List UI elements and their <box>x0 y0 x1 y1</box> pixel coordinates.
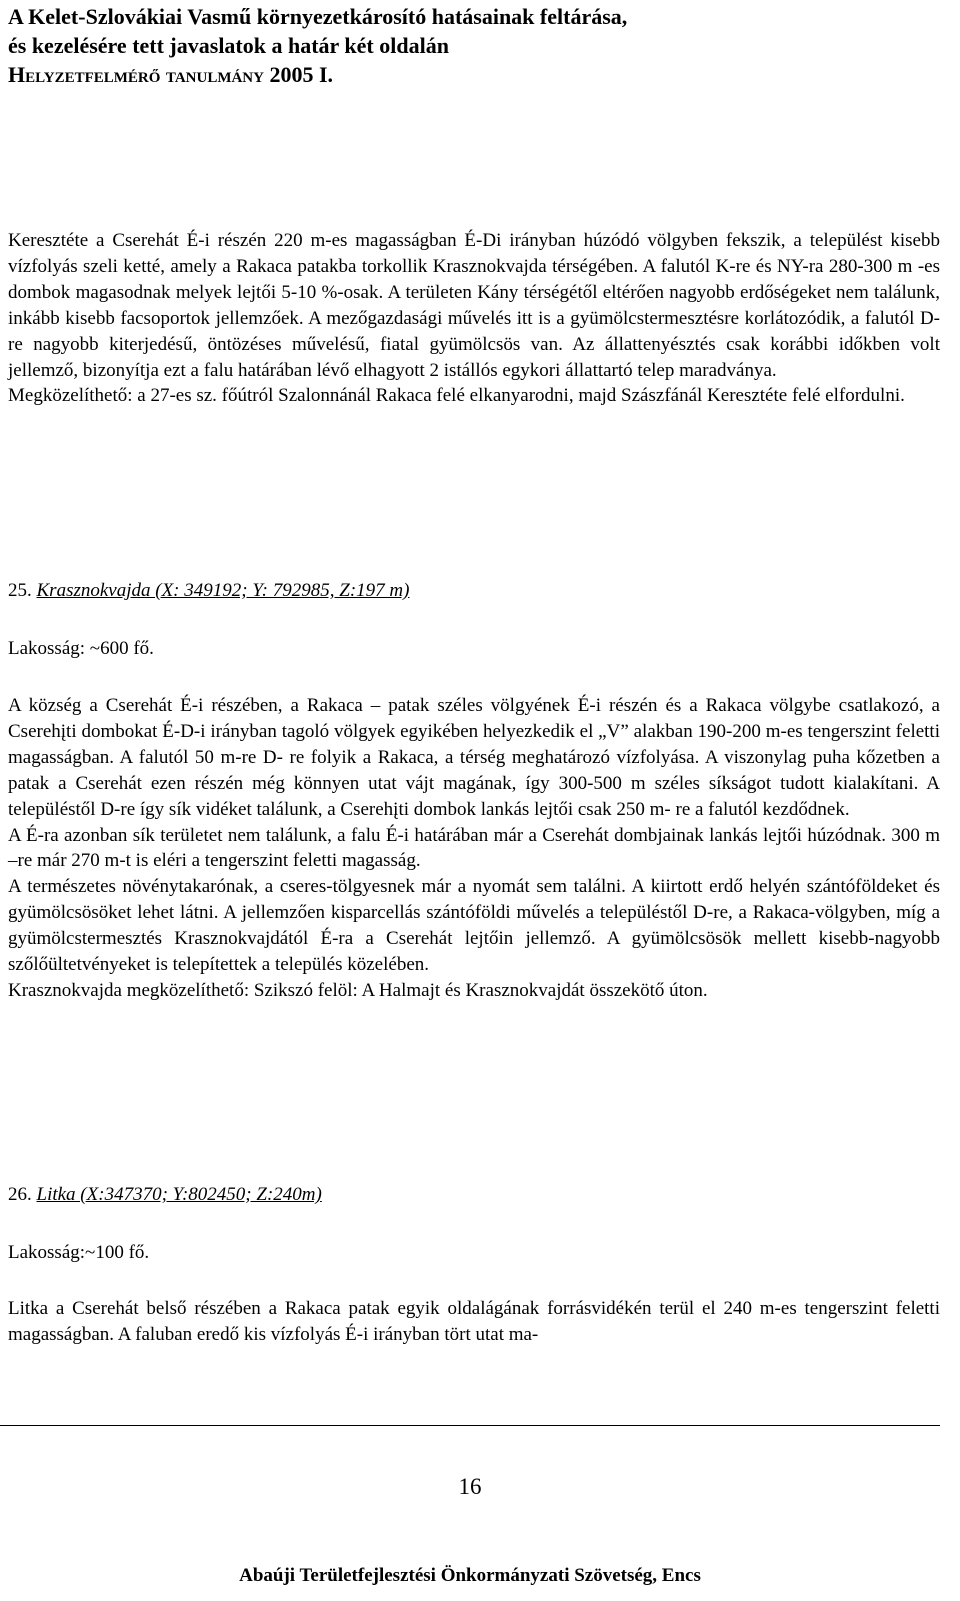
section-25-heading <box>8 578 409 603</box>
header-title-line-2: és kezelésére tett javaslatok a határ két oldalán <box>8 33 449 58</box>
intro-access: Megközelíthető: a 27-es sz. főútról Szalonnánál Rakaca felé elkanyarodni, majd Szászfánál Keresztéte felé elfordulni. <box>8 385 905 407</box>
section-26-number: 26. <box>8 1184 32 1205</box>
section-26-body <box>8 1296 940 1348</box>
section-25-paragraph-1: A község a Cserehát É-i részében, a Rakaca – patak széles völgyének É-i részén és a Rakaca völgybe csatlakozó, a Cserehįti dombokat É-D-i irányban tagoló völgyek egyikében helyezkedik el „V” alakban 190-200 m-es tengerszint feletti magasságban. A falutól 50 m-re D- re folyik a Rakaca, a térség meghatározó vízfolyása. A viszonylag puha kőzetben a patak a Cserehát ezen részén még könnyen utat vájt magának, így 300-500 m széles síkságot tudott kialakítani. A településtől D-re így sík vidéket találunk, a Cserehįti dombok lankás lejtői csak 250 m- re a falutól kezdődnek. <box>8 695 940 820</box>
section-25-paragraph-2: A É-ra azonban sík területet nem találunk, a falu É-i határában már a Cserehát dombjainak lankás lejtői húzódnak. 300 m –re már 270 m-t is eléri a tengerszint feletti magasság. <box>8 824 940 872</box>
intro-paragraph: Keresztéte a Cserehát É-i részén 220 m-es magasságban É-Di irányban húzódó völgyben fekszik, a települést kisebb vízfolyás szeli ketté, amely a Rakaca patakba torkollik Krasznokvajda térségében. A falutól K-re és NY-ra 280-300 m -es dombok magasodnak melyek lejtői 5-10 %-osak. A területen Kány térségétől eltérően nagyobb erdőségeket nem találunk, inkább kisebb facsoportok jellemzőek. A mezőgazdasági művelés itt is a gyümölcstermesztésre korlátozódik, a falutól D-re nagyobb kiterjedésű, öntözéses művelésű, fiatal gyümölcsös van. Az állattenyésztés csak korábbi időkben volt jellemző, bizonyítja ezt a falu határában lévő elhagyott 2 istállós egykori állattartó telep maradványa. <box>8 230 940 381</box>
section-25-body <box>8 693 940 1004</box>
intro-section <box>8 228 940 409</box>
section-26-paragraph-1: Litka a Cserehát belső részében a Rakaca patak egyik oldalágának forrásvidékén terül el 240 m-es tengerszint feletti magasságban. A faluban eredő kis vízfolyás É-i irányban tört utat ma- <box>8 1298 940 1345</box>
page-number: 16 <box>458 1474 482 1499</box>
section-26-title: Litka (X:347370; Y:802450; Z:240m) <box>36 1184 322 1205</box>
section-25-population: Lakosság: ~600 fő. <box>8 638 154 659</box>
section-25-title: Krasznokvajda (X: 349192; Y: 792985, Z:197 m) <box>36 580 410 601</box>
section-26-population: Lakosság:~100 fő. <box>8 1242 150 1263</box>
footer-divider <box>0 1425 940 1426</box>
document-header <box>8 2 948 89</box>
section-26-heading <box>8 1182 322 1207</box>
section-25-paragraph-4: Krasznokvajda megközelíthető: Szikszó felöl: A Halmajt és Krasznokvajdát összekötő úton. <box>8 979 708 1001</box>
footer-organization: Abaúji Területfejlesztési Önkormányzati Szövetség, Encs <box>239 1565 701 1586</box>
header-subtitle: Helyzetfelmérő tanulmány 2005 I. <box>8 62 334 87</box>
header-title-line-1: A Kelet-Szlovákiai Vasmű környezetkárosító hatásainak feltárása, <box>8 4 628 29</box>
section-25-paragraph-3: A természetes növénytakarónak, a cseres-tölgyesnek már a nyomát sem találni. A kiirtott erdő helyén szántóföldeket és gyümölcsösöket lehet látni. A jellemzően kisparcellás szántóföldi művelés a településtől D-re, a Rakaca-völgyben, míg a gyümölcstermesztés Krasznokvajdától É-ra a Cserehát lejtőin jellemző. A gyümölcsösök mellett kisebb-nagyobb szőlőültetvényeket is telepítettek a település közelében. <box>8 876 940 976</box>
section-25-number: 25. <box>8 580 32 601</box>
